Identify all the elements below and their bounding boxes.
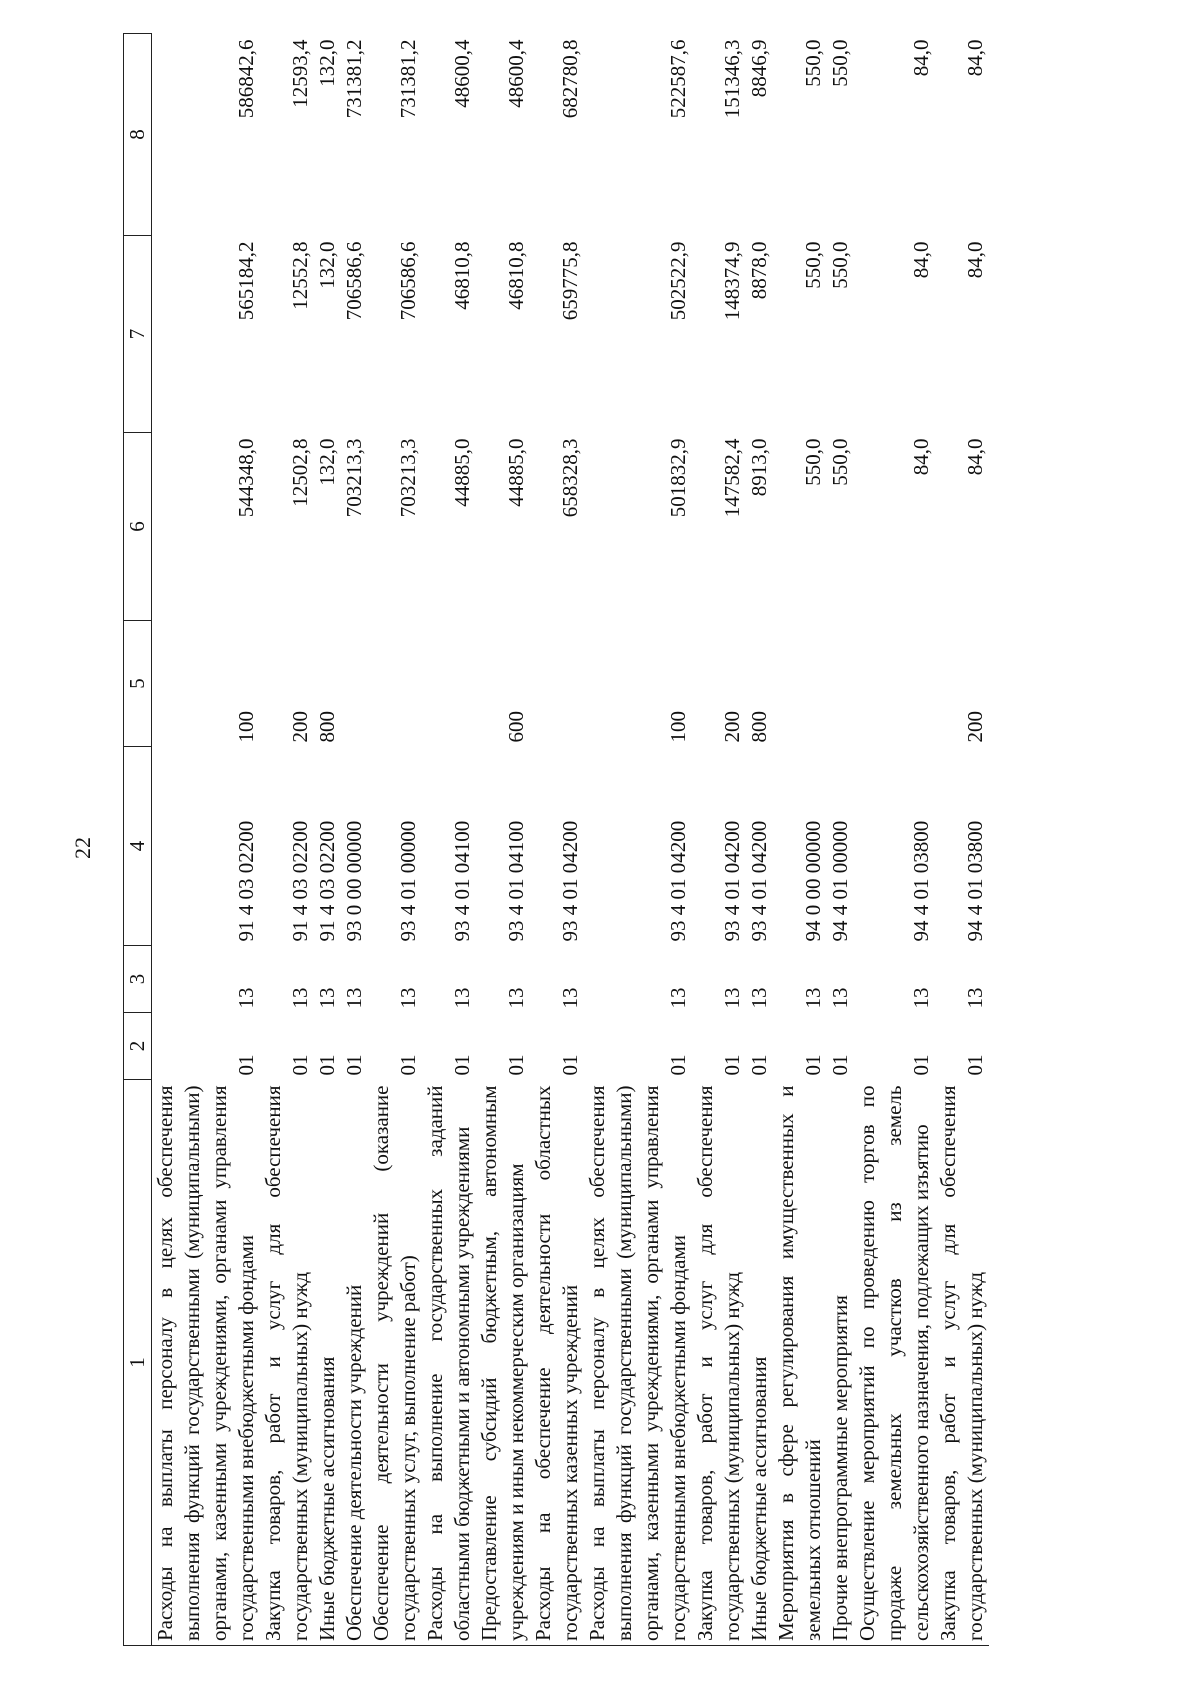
cell-target-article: 94 4 01 03800	[909, 820, 933, 942]
cell-value-col8: 12593,4	[288, 39, 312, 108]
cell-value-col8: 132,0	[315, 39, 339, 87]
cell-expense-type	[773, 621, 827, 747]
cell-value-col7: 132,0	[315, 241, 339, 289]
table-row	[368, 34, 422, 1646]
cell-value-col8: 84,0	[963, 39, 987, 77]
table-row	[314, 34, 341, 1646]
cell-section: 01	[288, 1054, 312, 1076]
cell-expense-type	[422, 621, 476, 747]
cell-value-col7: 84,0	[963, 241, 987, 279]
cell-target-article: 94 4 01 03800	[963, 820, 987, 942]
cell-section: 01	[342, 1054, 366, 1076]
cell-value-col6: 703213,3	[342, 438, 366, 518]
cell-description: Расходы на выплаты персоналу в целях обеспечения выполнения функций государственными (муниципальными) органами, казенными учреждениями, органами управления государственными внебюджетными фондами	[152, 1080, 261, 1646]
cell-subsection: 13	[315, 987, 339, 1009]
cell-subsection: 13	[828, 987, 852, 1009]
budget-table	[123, 33, 989, 1646]
cell-expense-type	[530, 621, 584, 747]
cell-expense-type: 800	[315, 711, 339, 743]
cell-expense-type: 800	[747, 711, 771, 743]
cell-value-col7: 502522,9	[666, 241, 690, 321]
cell-value-col6: 658328,3	[558, 438, 582, 518]
cell-section: 01	[396, 1054, 420, 1076]
cell-description: Иные бюджетные ассигнования	[314, 1080, 341, 1646]
cell-expense-type: 200	[963, 711, 987, 743]
table-row	[827, 34, 854, 1646]
cell-expense-type: 100	[234, 711, 258, 743]
cell-value-col8: 522587,6	[666, 39, 690, 119]
cell-value-col6: 550,0	[828, 438, 852, 486]
cell-section: 01	[666, 1054, 690, 1076]
cell-value-col6: 132,0	[315, 438, 339, 486]
table-row	[692, 34, 746, 1646]
col-header-8: 8	[124, 34, 152, 236]
cell-expense-type	[854, 621, 935, 747]
cell-target-article: 93 4 01 04200	[558, 820, 582, 942]
cell-expense-type	[368, 621, 422, 747]
table-row	[935, 34, 989, 1646]
cell-subsection: 13	[234, 987, 258, 1009]
cell-value-col8: 731381,2	[342, 39, 366, 119]
cell-subsection: 13	[504, 987, 528, 1009]
cell-value-col7: 565184,2	[234, 241, 258, 321]
cell-subsection: 13	[909, 987, 933, 1009]
cell-value-col7: 706586,6	[396, 241, 420, 321]
cell-target-article: 93 4 01 00000	[396, 820, 420, 942]
cell-expense-type: 100	[666, 711, 690, 743]
cell-section: 01	[801, 1054, 825, 1076]
cell-description: Мероприятия в сфере регулирования имущественных и земельных отношений	[773, 1080, 827, 1646]
cell-value-col7: 46810,8	[504, 241, 528, 310]
cell-value-col7: 659775,8	[558, 241, 582, 321]
cell-value-col6: 44885,0	[504, 438, 528, 507]
cell-section: 01	[504, 1054, 528, 1076]
cell-value-col8: 550,0	[801, 39, 825, 87]
cell-target-article: 91 4 03 02200	[288, 820, 312, 942]
cell-description: Обеспечение деятельности учреждений (оказание государственных услуг, выполнение работ)	[368, 1080, 422, 1646]
table-row	[746, 34, 773, 1646]
cell-subsection: 13	[801, 987, 825, 1009]
cell-value-col6: 84,0	[909, 438, 933, 476]
table-row	[260, 34, 314, 1646]
col-header-3: 3	[124, 946, 152, 1013]
cell-value-col6: 84,0	[963, 438, 987, 476]
cell-value-col7: 550,0	[801, 241, 825, 289]
cell-section: 01	[720, 1054, 744, 1076]
cell-value-col8: 151346,3	[720, 39, 744, 119]
cell-value-col6: 544348,0	[234, 438, 258, 518]
cell-subsection: 13	[720, 987, 744, 1009]
table-row	[530, 34, 584, 1646]
cell-subsection: 13	[396, 987, 420, 1009]
col-header-2: 2	[124, 1013, 152, 1080]
table-row	[854, 34, 935, 1646]
cell-value-col7: 12552,8	[288, 241, 312, 310]
cell-value-col7: 706586,6	[342, 241, 366, 321]
cell-value-col6: 550,0	[801, 438, 825, 486]
cell-description: Обеспечение деятельности учреждений	[341, 1080, 368, 1646]
table-row	[773, 34, 827, 1646]
cell-target-article: 93 4 01 04200	[720, 820, 744, 942]
cell-target-article: 94 4 01 00000	[828, 820, 852, 942]
cell-value-col8: 48600,4	[504, 39, 528, 108]
cell-target-article: 93 4 01 04100	[504, 820, 528, 942]
table-body	[152, 34, 990, 1646]
col-header-5: 5	[124, 621, 152, 747]
cell-section: 01	[315, 1054, 339, 1076]
table-row	[152, 34, 261, 1646]
cell-value-col6: 147582,4	[720, 438, 744, 518]
table-row	[341, 34, 368, 1646]
cell-description: Закупка товаров, работ и услуг для обеспечения государственных (муниципальных) нужд	[692, 1080, 746, 1646]
cell-subsection: 13	[963, 987, 987, 1009]
cell-subsection: 13	[747, 987, 771, 1009]
col-header-7: 7	[124, 236, 152, 433]
cell-target-article: 94 0 00 00000	[801, 820, 825, 942]
cell-description: Закупка товаров, работ и услуг для обеспечения государственных (муниципальных) нужд	[935, 1080, 989, 1646]
cell-target-article: 93 4 01 04100	[450, 820, 474, 942]
cell-target-article: 93 0 00 00000	[342, 820, 366, 942]
col-header-1: 1	[124, 1080, 152, 1646]
cell-description: Расходы на выплаты персоналу в целях обеспечения выполнения функций государственными (муниципальными) органами, казенными учреждениями, органами управления государственными внебюджетными фондами	[584, 1080, 692, 1646]
cell-description: Закупка товаров, работ и услуг для обеспечения государственных (муниципальных) нужд	[260, 1080, 314, 1646]
cell-value-col8: 586842,6	[234, 39, 258, 119]
cell-expense-type: 200	[288, 711, 312, 743]
cell-value-col7: 550,0	[828, 241, 852, 289]
cell-description: Осуществление мероприятий по проведению торгов по продаже земельных участков из земель сельскохозяйственного назначения, подлежащих изъятию	[854, 1080, 935, 1646]
header-row	[124, 34, 152, 1646]
cell-section: 01	[450, 1054, 474, 1076]
cell-value-col7: 84,0	[909, 241, 933, 279]
cell-expense-type: 600	[504, 711, 528, 743]
cell-description: Расходы на выполнение государственных заданий областными бюджетными и автономными учреждениями	[422, 1080, 476, 1646]
cell-description: Прочие внепрограммные мероприятия	[827, 1080, 854, 1646]
cell-target-article: 93 4 01 04200	[747, 820, 771, 942]
table-row	[422, 34, 476, 1646]
cell-section: 01	[558, 1054, 582, 1076]
cell-subsection: 13	[342, 987, 366, 1009]
cell-value-col8: 84,0	[909, 39, 933, 77]
cell-subsection: 13	[288, 987, 312, 1009]
cell-section: 01	[234, 1054, 258, 1076]
col-header-4: 4	[124, 747, 152, 946]
cell-value-col6: 8913,0	[747, 438, 771, 497]
cell-target-article: 91 4 03 02200	[234, 820, 258, 942]
cell-subsection: 13	[558, 987, 582, 1009]
cell-value-col8: 731381,2	[396, 39, 420, 119]
cell-description: Иные бюджетные ассигнования	[746, 1080, 773, 1646]
col-header-6: 6	[124, 433, 152, 621]
table-row	[476, 34, 530, 1646]
cell-value-col8: 48600,4	[450, 39, 474, 108]
cell-value-col6: 501832,9	[666, 438, 690, 518]
table-row	[584, 34, 692, 1646]
cell-section: 01	[909, 1054, 933, 1076]
cell-value-col6: 44885,0	[450, 438, 474, 507]
cell-section: 01	[963, 1054, 987, 1076]
cell-description: Предоставление субсидий бюджетным, автономным учреждениям и иным некоммерческим организациям	[476, 1080, 530, 1646]
cell-value-col6: 12502,8	[288, 438, 312, 507]
cell-value-col7: 8878,0	[747, 241, 771, 300]
cell-subsection: 13	[666, 987, 690, 1009]
cell-subsection: 13	[450, 987, 474, 1009]
cell-value-col8: 682780,8	[558, 39, 582, 119]
cell-expense-type	[341, 621, 368, 747]
cell-value-col8: 8846,9	[747, 39, 771, 98]
cell-description: Расходы на обеспечение деятельности областных государственных казенных учреждений	[530, 1080, 584, 1646]
cell-target-article: 93 4 01 04200	[666, 820, 690, 942]
cell-value-col7: 46810,8	[450, 241, 474, 310]
cell-value-col8: 550,0	[828, 39, 852, 87]
cell-section: 01	[828, 1054, 852, 1076]
cell-value-col7: 148374,9	[720, 241, 744, 321]
cell-section: 01	[747, 1054, 771, 1076]
cell-expense-type: 200	[720, 711, 744, 743]
cell-target-article: 91 4 03 02200	[315, 820, 339, 942]
page-number: 22	[70, 837, 95, 859]
cell-expense-type	[827, 621, 854, 747]
table-header	[124, 34, 152, 1646]
cell-value-col6: 703213,3	[396, 438, 420, 518]
